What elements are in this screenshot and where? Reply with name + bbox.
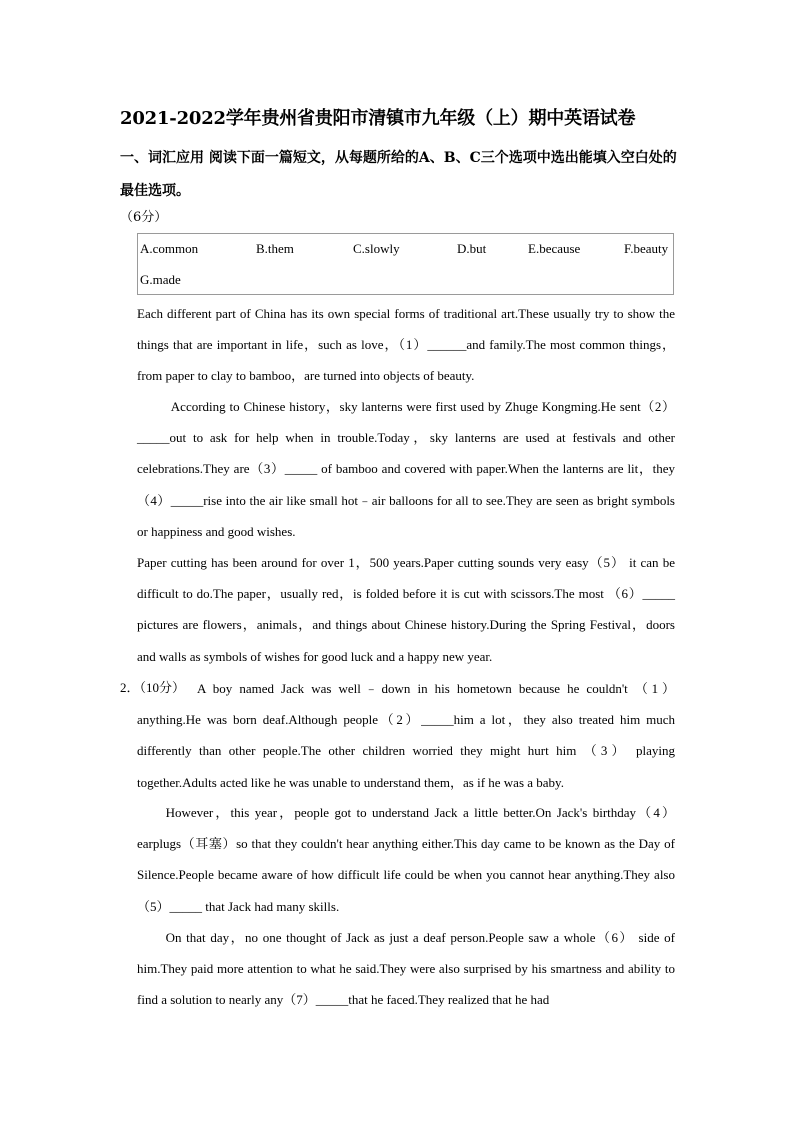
passage-2-paragraph-1: A boy named Jack was well﹣down in his hometown because he couldn't （1） anything.He was born deaf.Although people（2）_____him a lot，they also treated him much differently than other people.The other children worried they might hurt him （3） playing together.Adults acted like he was unable to understand them，as if he was a baby.	[137, 681, 675, 790]
option-b: B.them	[256, 241, 294, 256]
option-c: C.slowly	[353, 241, 400, 256]
passage-1-paragraph-1: Each different part of China has its own special forms of traditional art.These usually try to show the things that are important in life，such as love，（1）______and family.The most common things，from paper to clay to bamboo，are turned into objects of beauty.	[137, 306, 675, 384]
passage-1-paragraph-2: According to Chinese history，sky lanterns were first used by Zhuge Kongming.He sent（2）_____out to ask for help when in trouble.Today，sky lanterns are used at festivals and other celebrations.They are（3）_____ of bamboo and covered with paper.When the lanterns are lit，they （4）_____rise into the air like small hot﹣air balloons for all to see.They are seen as bright symbols or happiness and good wishes.	[137, 399, 675, 539]
passage-2-paragraph-2: However，this year，people got to understand Jack a little better.On Jack's birthday（4） earplugs（耳塞）so that they couldn't hear anything either.This day came to be known as the Day of Silence.People became aware of how difficult life could be when you cannot hear anything.They also （5）_____ that Jack had many skills.	[137, 805, 675, 914]
option-d: D.but	[457, 241, 487, 256]
passage-2-paragraph-3: On that day，no one thought of Jack as just a deaf person.People saw a whole（6） side of him.They paid more attention to what he said.They were also surprised by his smartness and ability to find a solution to nearly any（7）_____that he faced.They realized that he had	[137, 930, 675, 1008]
page-title: 2021-2022学年贵州省贵阳市清镇市九年级（上）期中英语试卷	[120, 108, 636, 129]
option-f: F.beauty	[624, 241, 669, 256]
word-options-box	[137, 233, 674, 295]
section-heading: 一、词汇应用 阅读下面一篇短文，从每题所给的A、B、C三个选项中选出能填入空白处的最佳选项。	[120, 150, 677, 199]
option-e: E.because	[528, 241, 581, 256]
passage-1-paragraph-3: Paper cutting has been around for over 1，500 years.Paper cutting sounds very easy（5） it can be difficult to do.The paper，usually red，is folded before it is cut with scissors.The most （6）_____ pictures are flowers，animals，and things about Chinese history.During the Spring Festival，doors and walls as symbols of wishes for good luck and a happy new year.	[137, 555, 675, 664]
option-g: G.made	[140, 272, 181, 287]
question-2-label: 2．（10分）	[120, 680, 186, 695]
question-1-score: （6分）	[120, 210, 168, 225]
option-a: A.common	[140, 241, 199, 256]
